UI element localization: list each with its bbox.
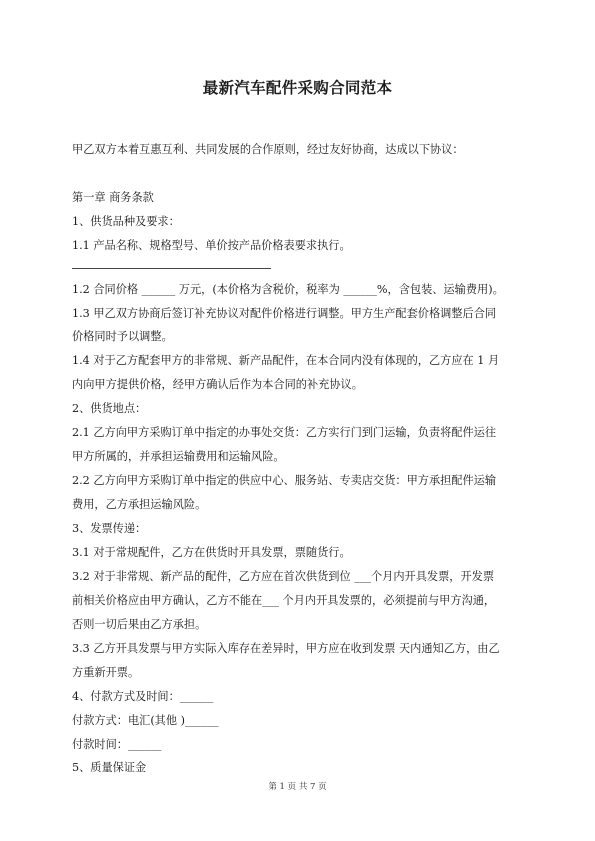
page-number-footer: 第 1 页 共 7 页 xyxy=(268,782,327,792)
payment-method: 付款方式：电汇(其他 )______ xyxy=(72,714,219,727)
section-heading-payment: 4、付款方式及时间：______ xyxy=(72,690,214,703)
clause-3-2-line3: 否则一切后果由乙方承担。 xyxy=(72,618,207,631)
blank-fill-line xyxy=(72,268,271,269)
clause-1-3-line1: 1.3 甲乙双方协商后签订补充协议对配件价格进行调整。甲方生产配套价格调整后合同 xyxy=(72,307,497,320)
clause-3-2-line2: 前相关价格应由甲方确认，乙方不能在___ 个月内开具发票的，必须提前与甲方沟通， xyxy=(72,594,496,607)
intro-paragraph: 甲乙双方本着互惠互利、共同发展的合作原则，经过友好协商，达成以下协议： xyxy=(72,143,464,156)
clause-1-3-line2: 价格同时予以调整。 xyxy=(72,330,173,343)
clause-2-2-line2: 费用，乙方承担运输风险。 xyxy=(72,498,207,511)
clause-3-3-line2: 方重新开票。 xyxy=(72,666,140,679)
clause-1-4-line1: 1.4 对于乙方配套甲方的非常规、新产品配件，在本合同内没有体现的，乙方应在 1 月 xyxy=(72,354,500,367)
clause-2-1-line1: 2.1 乙方向甲方采购订单中指定的办事处交货：乙方实行门到门运输，负责将配件运往 xyxy=(72,426,497,439)
section-heading-warranty: 5、质量保证金 xyxy=(72,761,147,774)
clause-2-1-line2: 甲方所属的，并承担运输费用和运输风险。 xyxy=(72,450,285,463)
payment-time: 付款时间：______ xyxy=(72,738,162,751)
clause-3-1: 3.1 对于常规配件，乙方在供货时开具发票，票随货行。 xyxy=(72,546,351,559)
clause-1-4-line2: 内向甲方提供价格，经甲方确认后作为本合同的补充协议。 xyxy=(72,378,363,391)
section-heading-supply: 1、供货品种及要求： xyxy=(72,215,180,228)
clause-3-3-line1: 3.3 乙方开具发票与甲方实际入库存在差异时，甲方应在收到发票 天内通知乙方，由乙 xyxy=(72,642,500,655)
clause-1-2: 1.2 合同价格 ______ 万元，(本价格为含税价，税率为 ______%，含包装、运输费用)。 xyxy=(72,283,504,296)
clause-2-2-line1: 2.2 乙方向甲方采购订单中指定的供应中心、服务站、专卖店交货：甲方承担配件运输 xyxy=(72,474,497,487)
clause-1-1: 1.1 产品名称、规格型号、单价按产品价格表要求执行。 xyxy=(72,239,351,252)
document-title: 最新汽车配件采购合同范本 xyxy=(202,79,393,97)
section-heading-invoice: 3、发票传递： xyxy=(72,522,147,535)
clause-3-2-line1: 3.2 对于非常规、新产品的配件，乙方应在首次供货到位 ___个月内开具发票，开发票 xyxy=(72,570,495,583)
chapter-heading: 第一章 商务条款 xyxy=(72,191,154,204)
section-heading-delivery: 2、供货地点： xyxy=(72,402,147,415)
